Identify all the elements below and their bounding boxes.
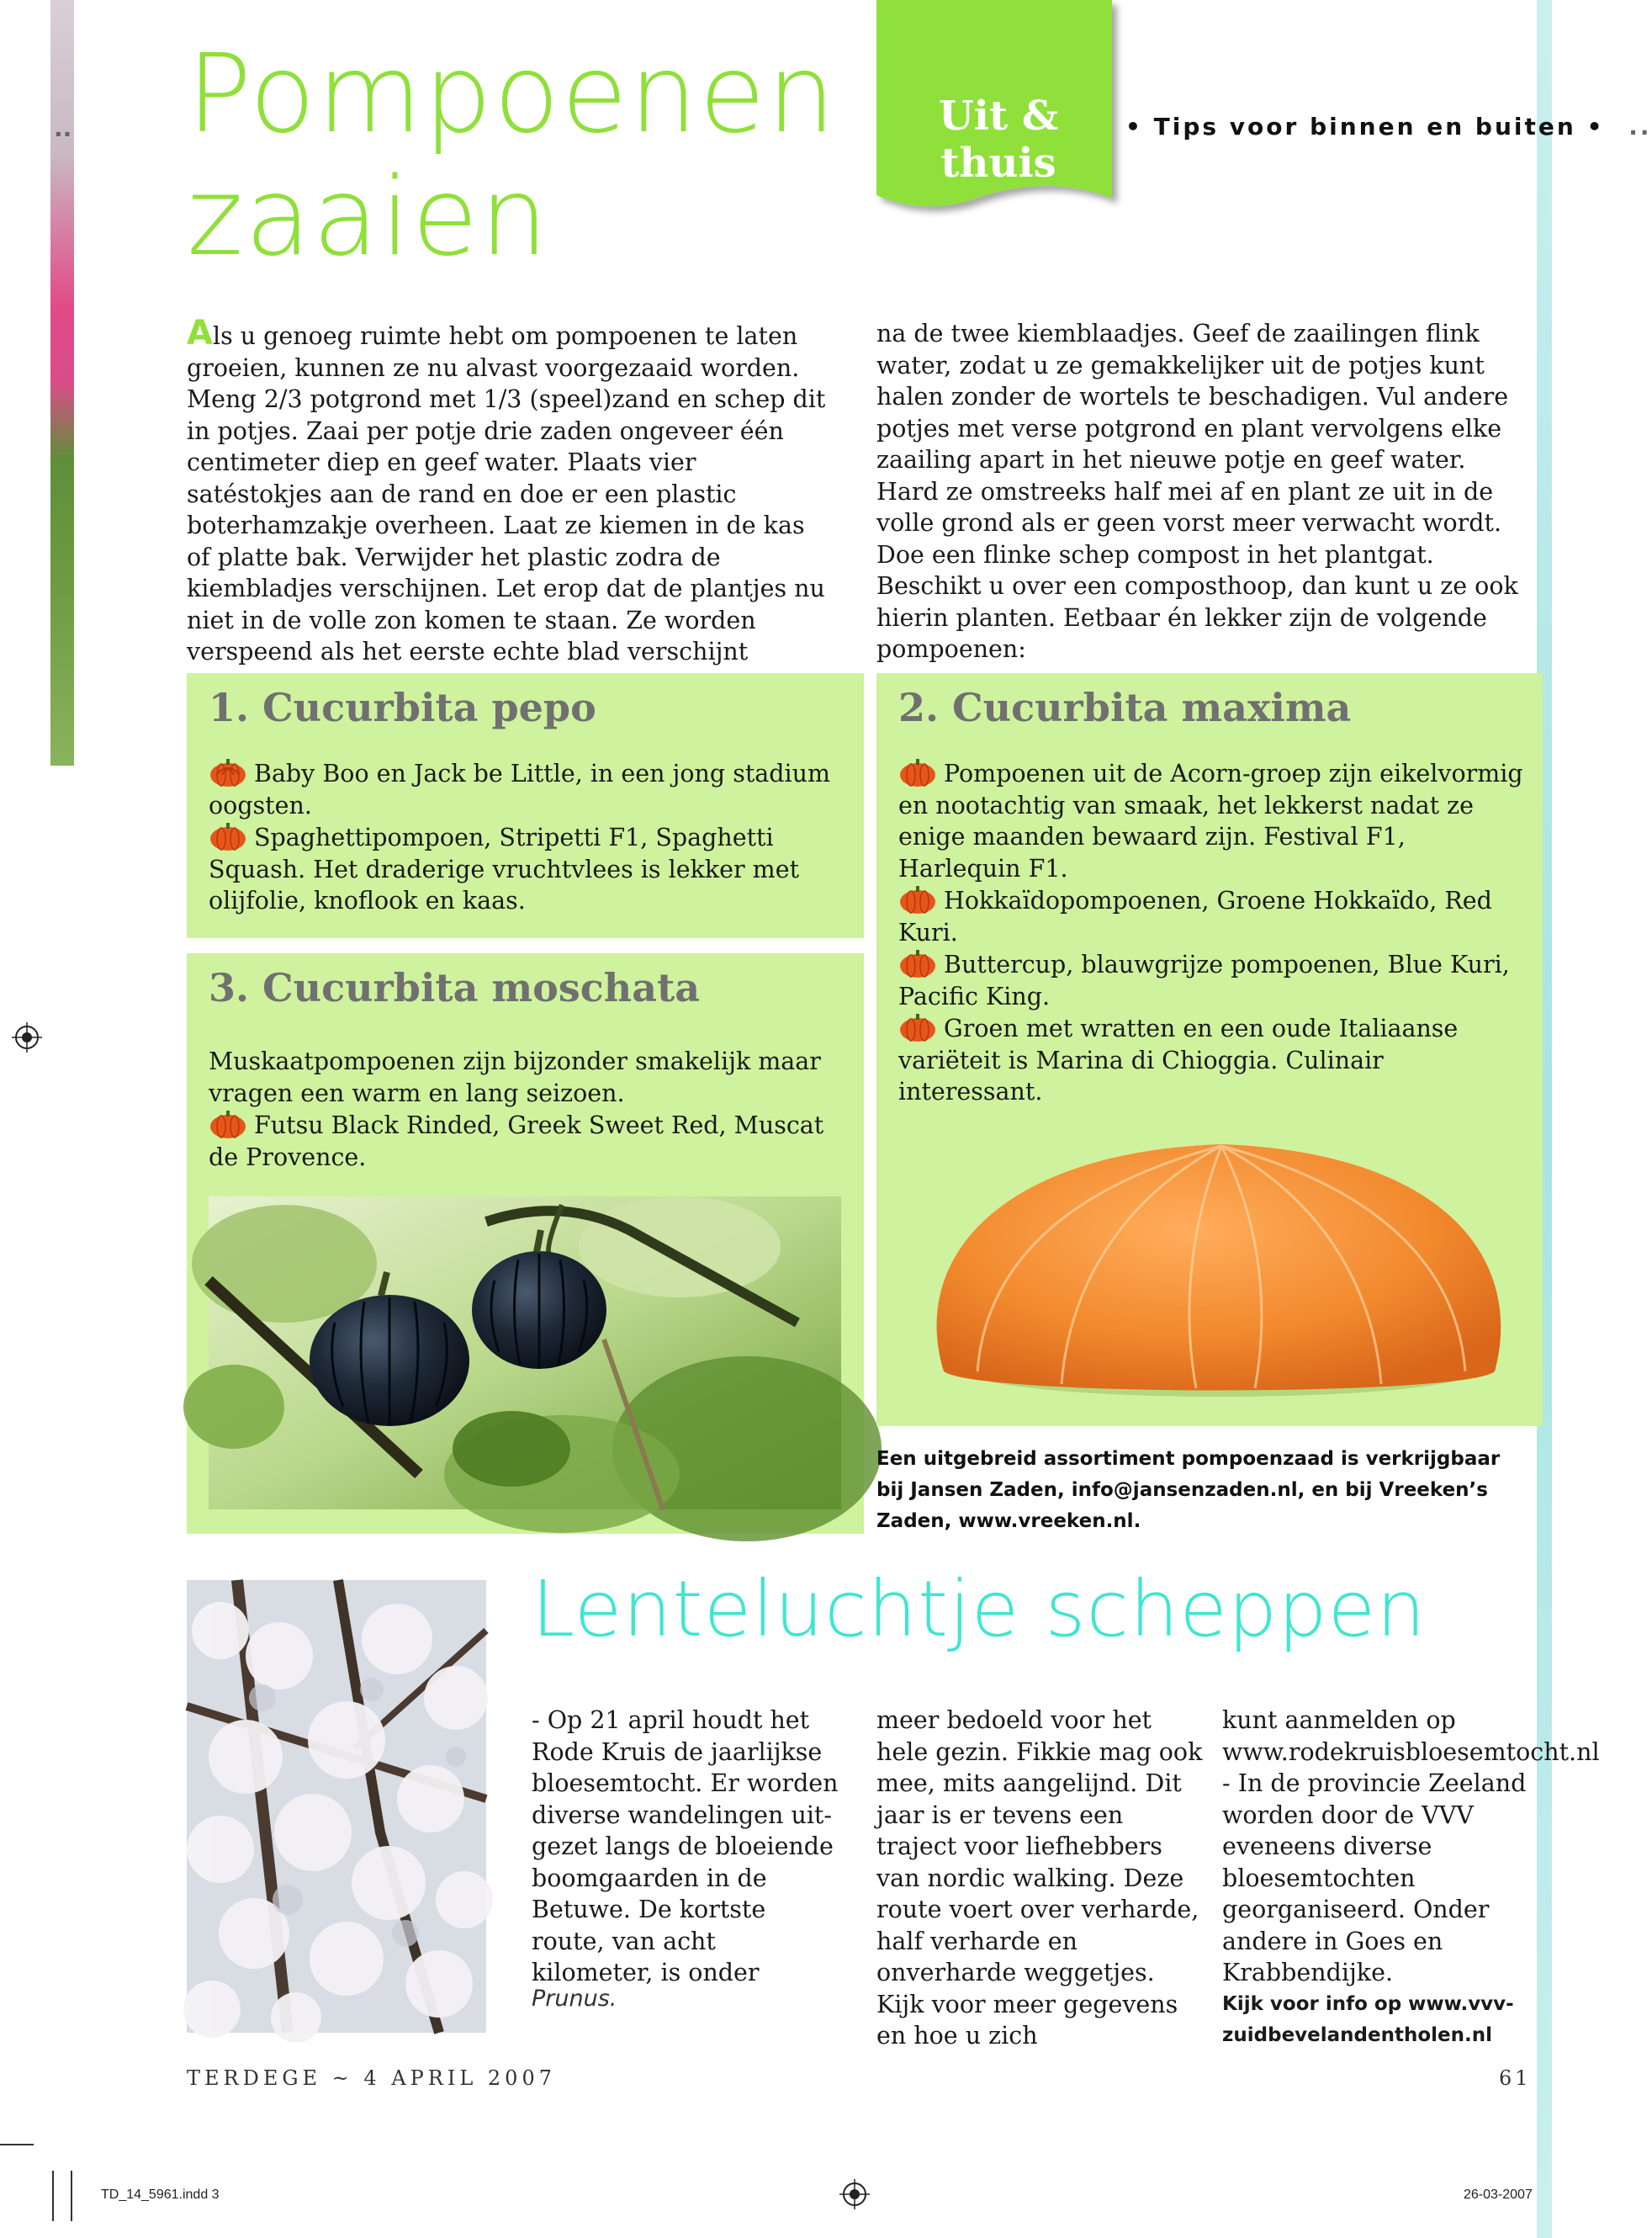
intro-column-1 (187, 314, 826, 668)
pumpkin-icon (209, 757, 247, 788)
blossom-illustration (187, 1580, 486, 2033)
photo-black-pumpkins (209, 1196, 841, 1509)
box-pepo-list (209, 757, 847, 917)
crop-mark (0, 2144, 34, 2145)
box-cucurbita-pepo (187, 673, 864, 938)
section-tab (875, 0, 1117, 215)
list-item (898, 948, 1526, 1012)
lente-title: Lenteluchtje scheppen (532, 1564, 1427, 1654)
box-maxima-title: 2. Cucurbita maxima (898, 685, 1352, 730)
lead-dots: .. (54, 114, 72, 142)
section-tagline (1125, 113, 1652, 141)
list-item (898, 884, 1526, 948)
article-title (187, 34, 860, 279)
box-pepo-title: 1. Cucurbita pepo (209, 685, 596, 730)
list-item-text: Baby Boo en Jack be Little, in een jong stadium oogsten. (209, 760, 831, 819)
photo-caption-prunus: Prunus. (532, 1986, 617, 2012)
list-item (209, 821, 847, 917)
photo-prunus-blossom (187, 1580, 486, 2033)
list-item-text: Groen met wratten en een oude Italiaanse variëteit is Marina di Chioggia. Culinair interessant. (898, 1015, 1459, 1106)
article-title-line-2: zaaien (187, 155, 550, 280)
article-title-line-1: Pompoenen (187, 32, 837, 157)
vvv-info-link: Kijk voor info op www.vvv-zuidbevelandentholen.nl (1222, 1992, 1514, 2046)
lente-column-3 (1222, 1705, 1600, 2051)
trail-dots: .. (1628, 113, 1652, 141)
list-item-text: Buttercup, blauwgrijze pompoenen, Blue Kuri, Pacific King. (898, 951, 1510, 1010)
lente-column-2: meer bedoeld voor het hele gezin. Fikkie mag ook mee, mits aangelijnd. Dit jaar is er tevens een traject voor liefhebbers van nordic walking. Deze route voert over verharde, half verharde en onverharde weggetjes. Kijk voor meer gegevens en hoe u zich (876, 1706, 1203, 2050)
print-file-name: TD_14_5961.indd 3 (101, 2188, 220, 2202)
intro-column-2: na de twee kiemblaadjes. Geef de zaailingen flink water, zodat u ze gemakkelijker uit de potjes kunt halen zonder de wortels te beschadigen. Vul andere potjes met verse potgrond en plant vervolgens elke zaailing apart in het nieuwe potje en geef water. Hard ze omstreeks half mei af en plant ze uit in de volle grond als er geen vorst meer verwacht wordt. Doe een flinke schep compost in het plantgat. Beschikt u over een composthoop, dan kunt u ze ook hierin planten. Eetbaar én lekker zijn de volgende pompoenen: (876, 320, 1518, 663)
box-moschata-title: 3. Cucurbita moschata (209, 965, 701, 1010)
pumpkin-icon (898, 757, 937, 788)
pumpkin-icon (898, 1012, 937, 1042)
pumpkin-icon (209, 821, 247, 851)
print-date: 26-03-2007 (1464, 2188, 1533, 2202)
footer-magazine-date: TERDEGE ~ 4 APRIL 2007 (187, 2066, 556, 2090)
drop-cap: A (187, 314, 213, 353)
list-item-text: Spaghettipompoen, Stripetti F1, Spaghetti Squash. Het draderige vruchtvlees is lekker met olijfolie, knoflook en kaas. (209, 824, 800, 915)
orange-pumpkin-illustration (876, 1127, 1543, 1426)
registration-mark-icon (12, 1022, 42, 1053)
crop-mark (71, 2171, 72, 2221)
list-item (209, 757, 847, 821)
section-tagline-text: • Tips voor binnen en buiten • (1125, 113, 1605, 141)
box-moschata-intro: Muskaatpompoenen zijn bijzonder smakelijk maar vragen een warm en lang seizoen. (209, 1047, 821, 1107)
intro-column-1-text: ls u genoeg ruimte hebt om pompoenen te laten groeien, kunnen ze nu alvast voorgezaaid worden. Meng 2/3 potgrond met 1/3 (speel)zand en schep dit in potjes. Zaai per potje drie zaden ongeveer één centimeter diep en geef water. Plaats vier satéstokjes aan de rand en doe er een plastic boterhamzakje overheen. Laat ze kiemen in de kas of platte bak. Verwijder het plastic zodra de kiembladjes verschijnen. Let erop dat de plantjes nu niet in de volle zon komen te staan. Ze worden verspeend als het eerste echte blad verschijnt (187, 322, 826, 666)
list-item (898, 757, 1526, 884)
lente-column-1: - Op 21 april houdt het Rode Kruis de jaarlijkse bloesemtocht. Er worden diverse wandelingen uit-gezet langs de bloeiende boomgaarden in de Betuwe. De kortste route, van acht kilometer, is onder (532, 1706, 839, 1986)
black-pumpkins-illustration (209, 1196, 841, 1509)
pumpkin-icon (898, 884, 937, 915)
box-moschata-list (209, 1046, 847, 1173)
list-item-text: Hokkaïdopompoenen, Groene Hokkaïdo, Red Kuri. (898, 887, 1492, 947)
pumpkin-icon (209, 1109, 247, 1139)
list-item (898, 1012, 1526, 1108)
pumpkin-icon (898, 948, 937, 978)
list-item (209, 1109, 847, 1173)
lente-column-3-text: kunt aanmelden op www.rodekruisbloesemtocht.nl - In de provincie Zeeland worden door de VVV eveneens diverse bloesemtochten georganiseerd. Onder andere in Goes en Krabbendijke. (1222, 1706, 1600, 1986)
photo-orange-pumpkin (876, 1127, 1543, 1426)
seed-supplier-caption: Een uitgebreid assortiment pompoenzaad is verkrijgbaar bij Jansen Zaden, info@jansenzaden.nl, en bij Vreeken’s Zaden, www.vreeken.nl. (876, 1448, 1501, 1532)
section-tab-label: Uit & thuis (938, 93, 1059, 187)
list-item-text: Futsu Black Rinded, Greek Sweet Red, Muscat de Provence. (209, 1111, 824, 1171)
box-maxima-list (898, 757, 1526, 1108)
crop-mark (52, 2171, 54, 2221)
page-number: 61 (1499, 2066, 1532, 2090)
registration-mark-icon (839, 2179, 870, 2209)
list-item-text: Pompoenen uit de Acorn-groep zijn eikelvormig en nootachtig van smaak, het lekkerst nadat ze enige maanden bewaard zijn. Festival F1, Harlequin F1. (898, 760, 1523, 883)
